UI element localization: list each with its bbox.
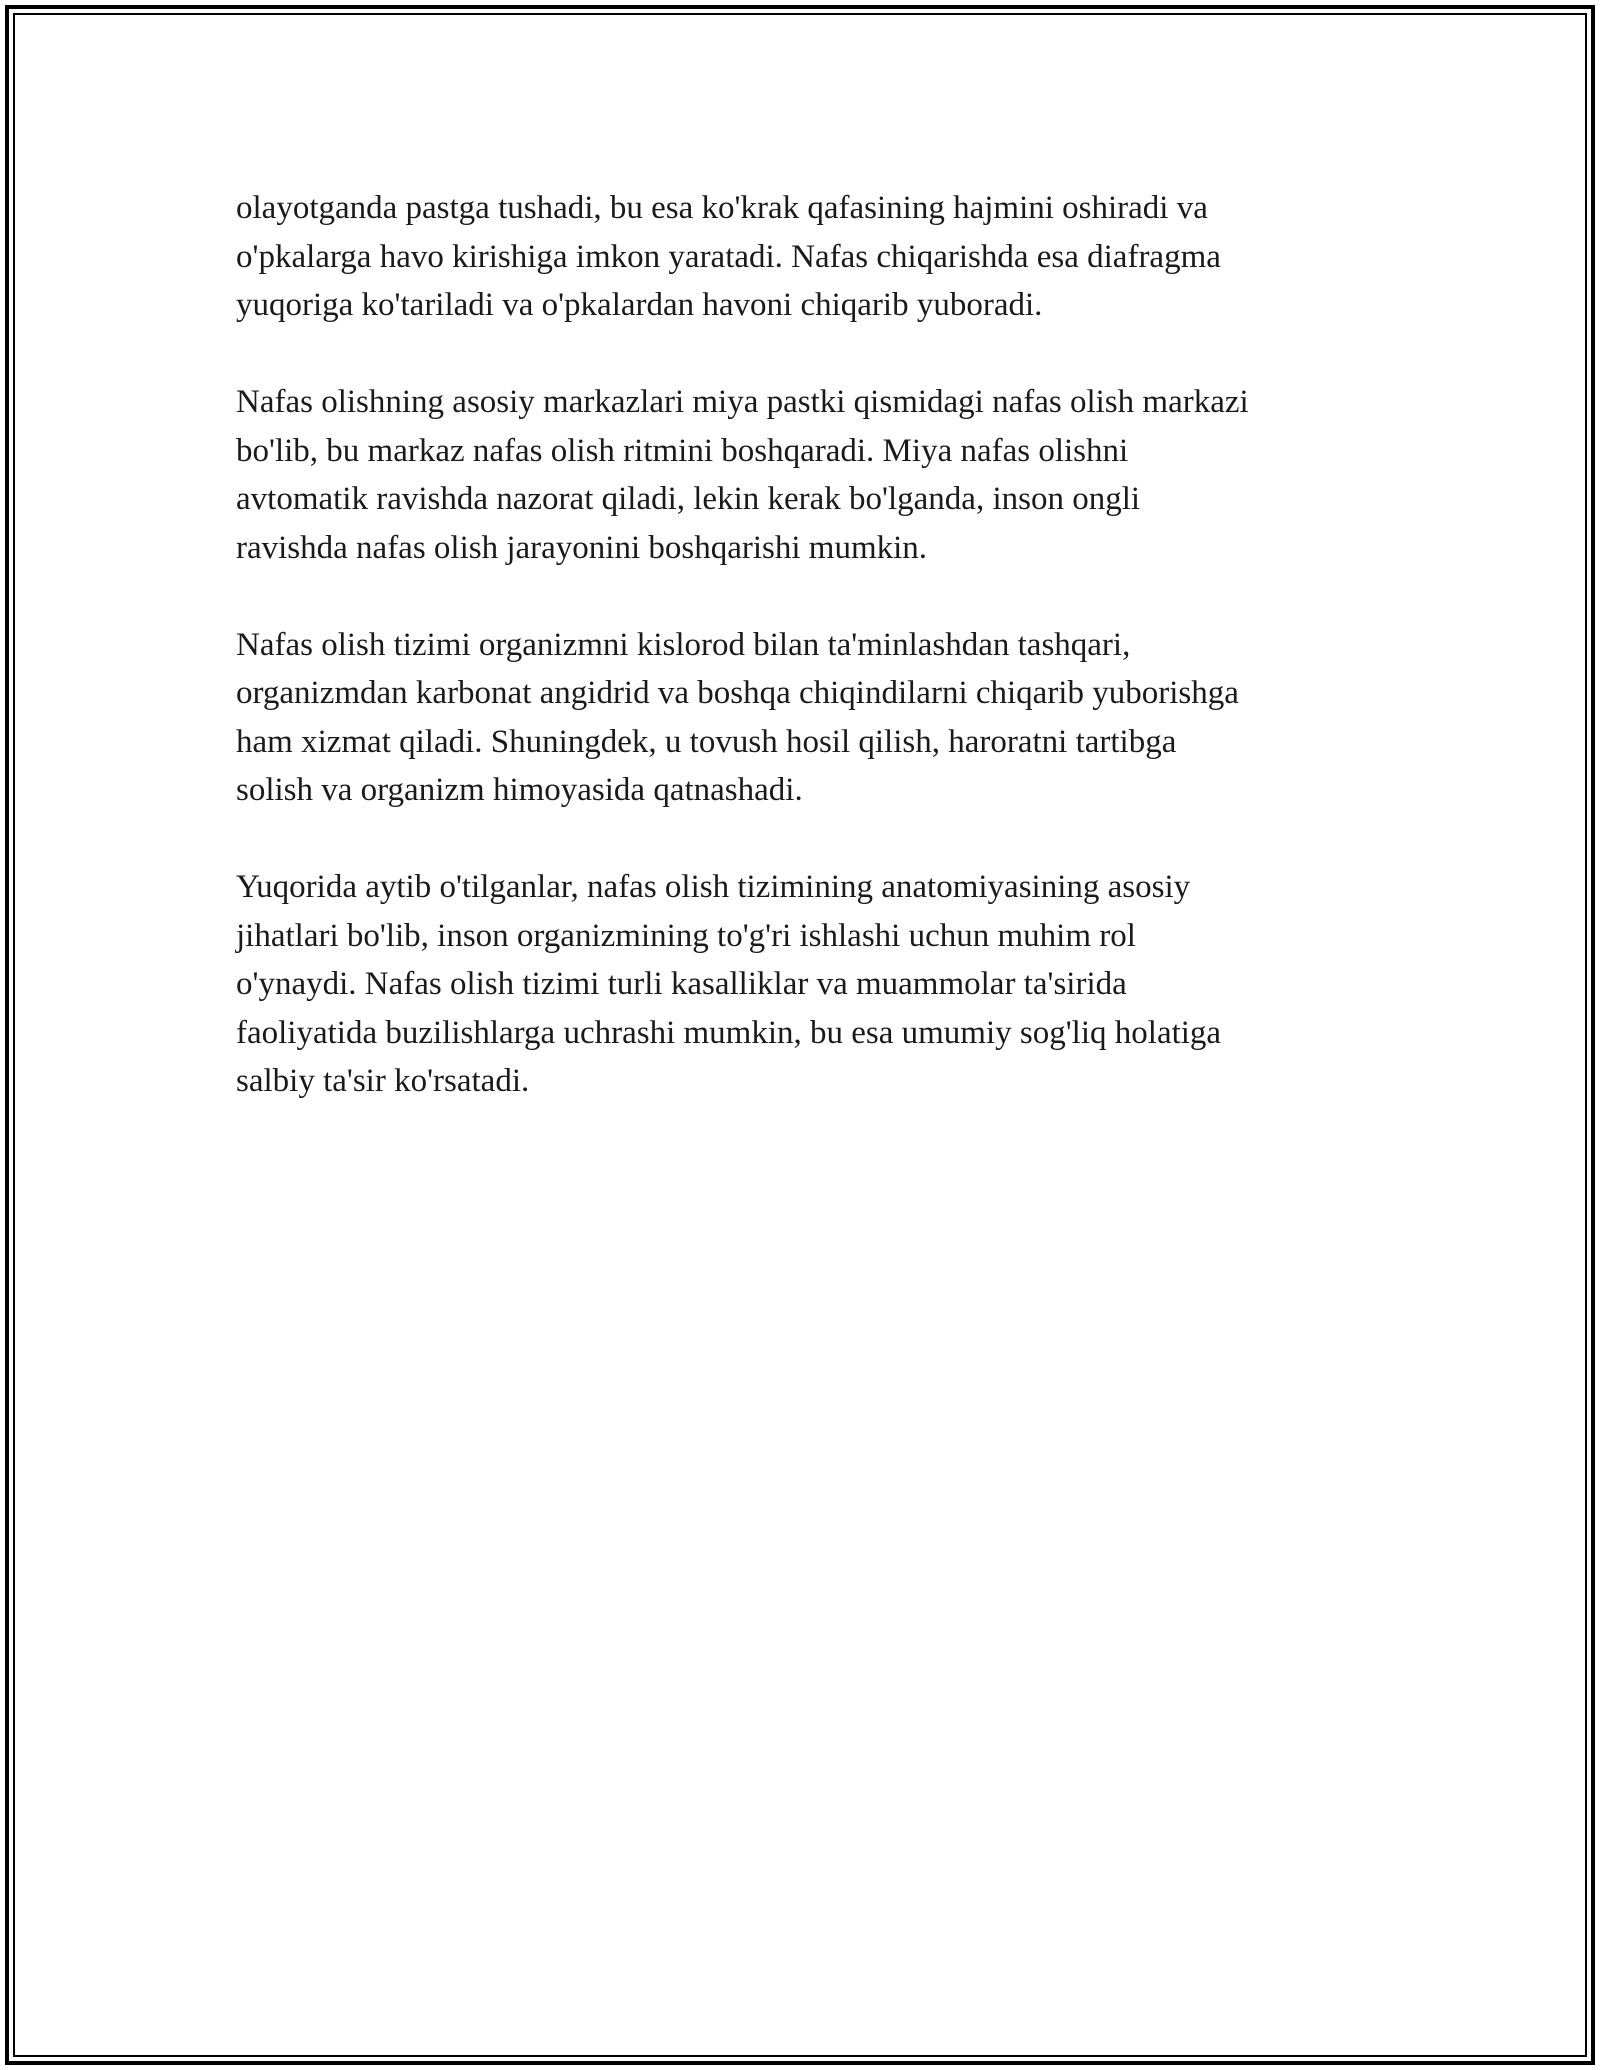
text-line: yuqoriga ko'tariladi va o'pkalardan havoni chiqarib yuboradi. [236,287,1043,323]
text-line: salbiy ta'sir ko'rsatadi. [236,1063,530,1099]
document-body [236,184,1376,1154]
text-line: o'ynaydi. Nafas olish tizimi turli kasalliklar va muammolar ta'sirida [236,966,1127,1002]
paragraph-2 [236,378,1376,572]
paragraph-1 [236,184,1376,330]
text-line: ravishda nafas olish jarayonini boshqarishi mumkin. [236,529,928,566]
text-line: Yuqorida aytib o'tilganlar, nafas olish tizimining anatomiyasining asosiy [236,869,1191,905]
text-line: solish va organizm himoyasida qatnashadi. [236,772,803,808]
text-line: avtomatik ravishda nazorat qiladi, lekin kerak bo'lganda, inson ongli [236,481,1141,517]
text-line: ham xizmat qiladi. Shuningdek, u tovush hosil qilish, haroratni tartibga [236,723,1177,760]
text-line: faoliyatida buzilishlarga uchrashi mumkin, bu esa umumiy sog'liq holatiga [236,1014,1222,1051]
text-line: jihatlari bo'lib, inson organizmining to'g'ri ishlashi uchun muhim rol [236,917,1136,954]
text-line: Nafas olish tizimi organizmni kislorod bilan ta'minlashdan tashqari, [236,626,1131,663]
text-line: Nafas olishning asosiy markazlari miya pastki qismidagi nafas olish markazi [236,384,1249,420]
text-line: organizmdan karbonat angidrid va boshqa chiqindilarni chiqarib yuborishga [236,675,1239,711]
text-line: bo'lib, bu markaz nafas olish ritmini boshqaradi. Miya nafas olishni [236,432,1129,469]
text-line: o'pkalarga havo kirishiga imkon yaratadi. Nafas chiqarishda esa diafragma [236,238,1221,275]
text-line: olayotganda pastga tushadi, bu esa ko'krak qafasining hajmini oshiradi va [236,190,1208,226]
paragraph-3 [236,621,1376,815]
paragraph-4 [236,863,1376,1106]
